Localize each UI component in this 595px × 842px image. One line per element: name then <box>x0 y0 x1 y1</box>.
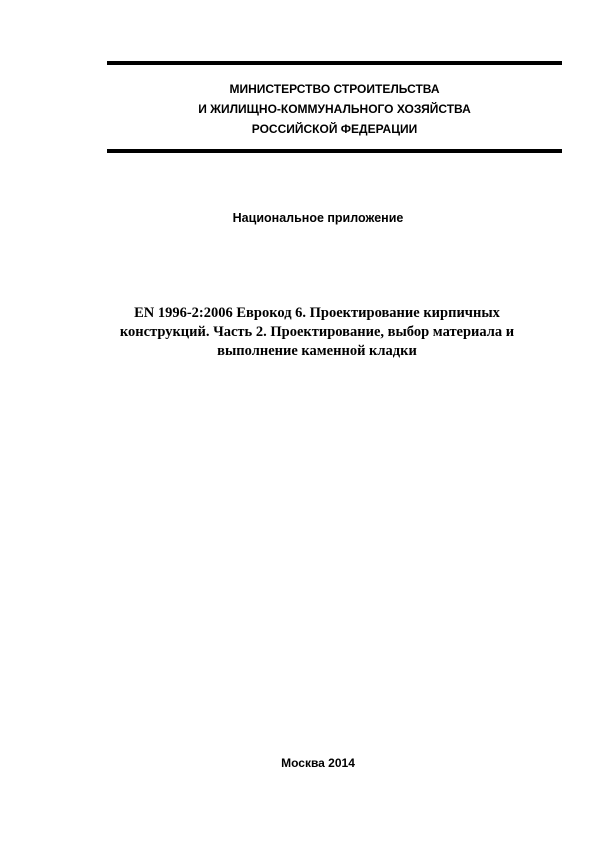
ministry-line-2: И ЖИЛИЩНО-КОММУНАЛЬНОГО ХОЗЯЙСТВА <box>198 102 471 116</box>
header-top-rule <box>107 61 562 65</box>
document-title-line-2: конструкций. Часть 2. Проектирование, выбор материала и <box>119 324 515 340</box>
ministry-line-1: МИНИСТЕРСТВО СТРОИТЕЛЬСТВА <box>229 82 440 96</box>
document-title-line-3: выполнение каменной кладки <box>217 343 417 359</box>
header-bottom-rule <box>107 149 562 153</box>
ministry-line-3: РОССИЙСКОЙ ФЕДЕРАЦИИ <box>251 122 418 136</box>
annex-label: Национальное приложение <box>232 211 404 225</box>
ministry-name <box>107 79 562 139</box>
document-title-line-1: EN 1996-2:2006 Еврокод 6. Проектирование кирпичных <box>134 305 500 321</box>
document-title <box>96 304 538 361</box>
city-year: Москва 2014 <box>281 756 355 770</box>
